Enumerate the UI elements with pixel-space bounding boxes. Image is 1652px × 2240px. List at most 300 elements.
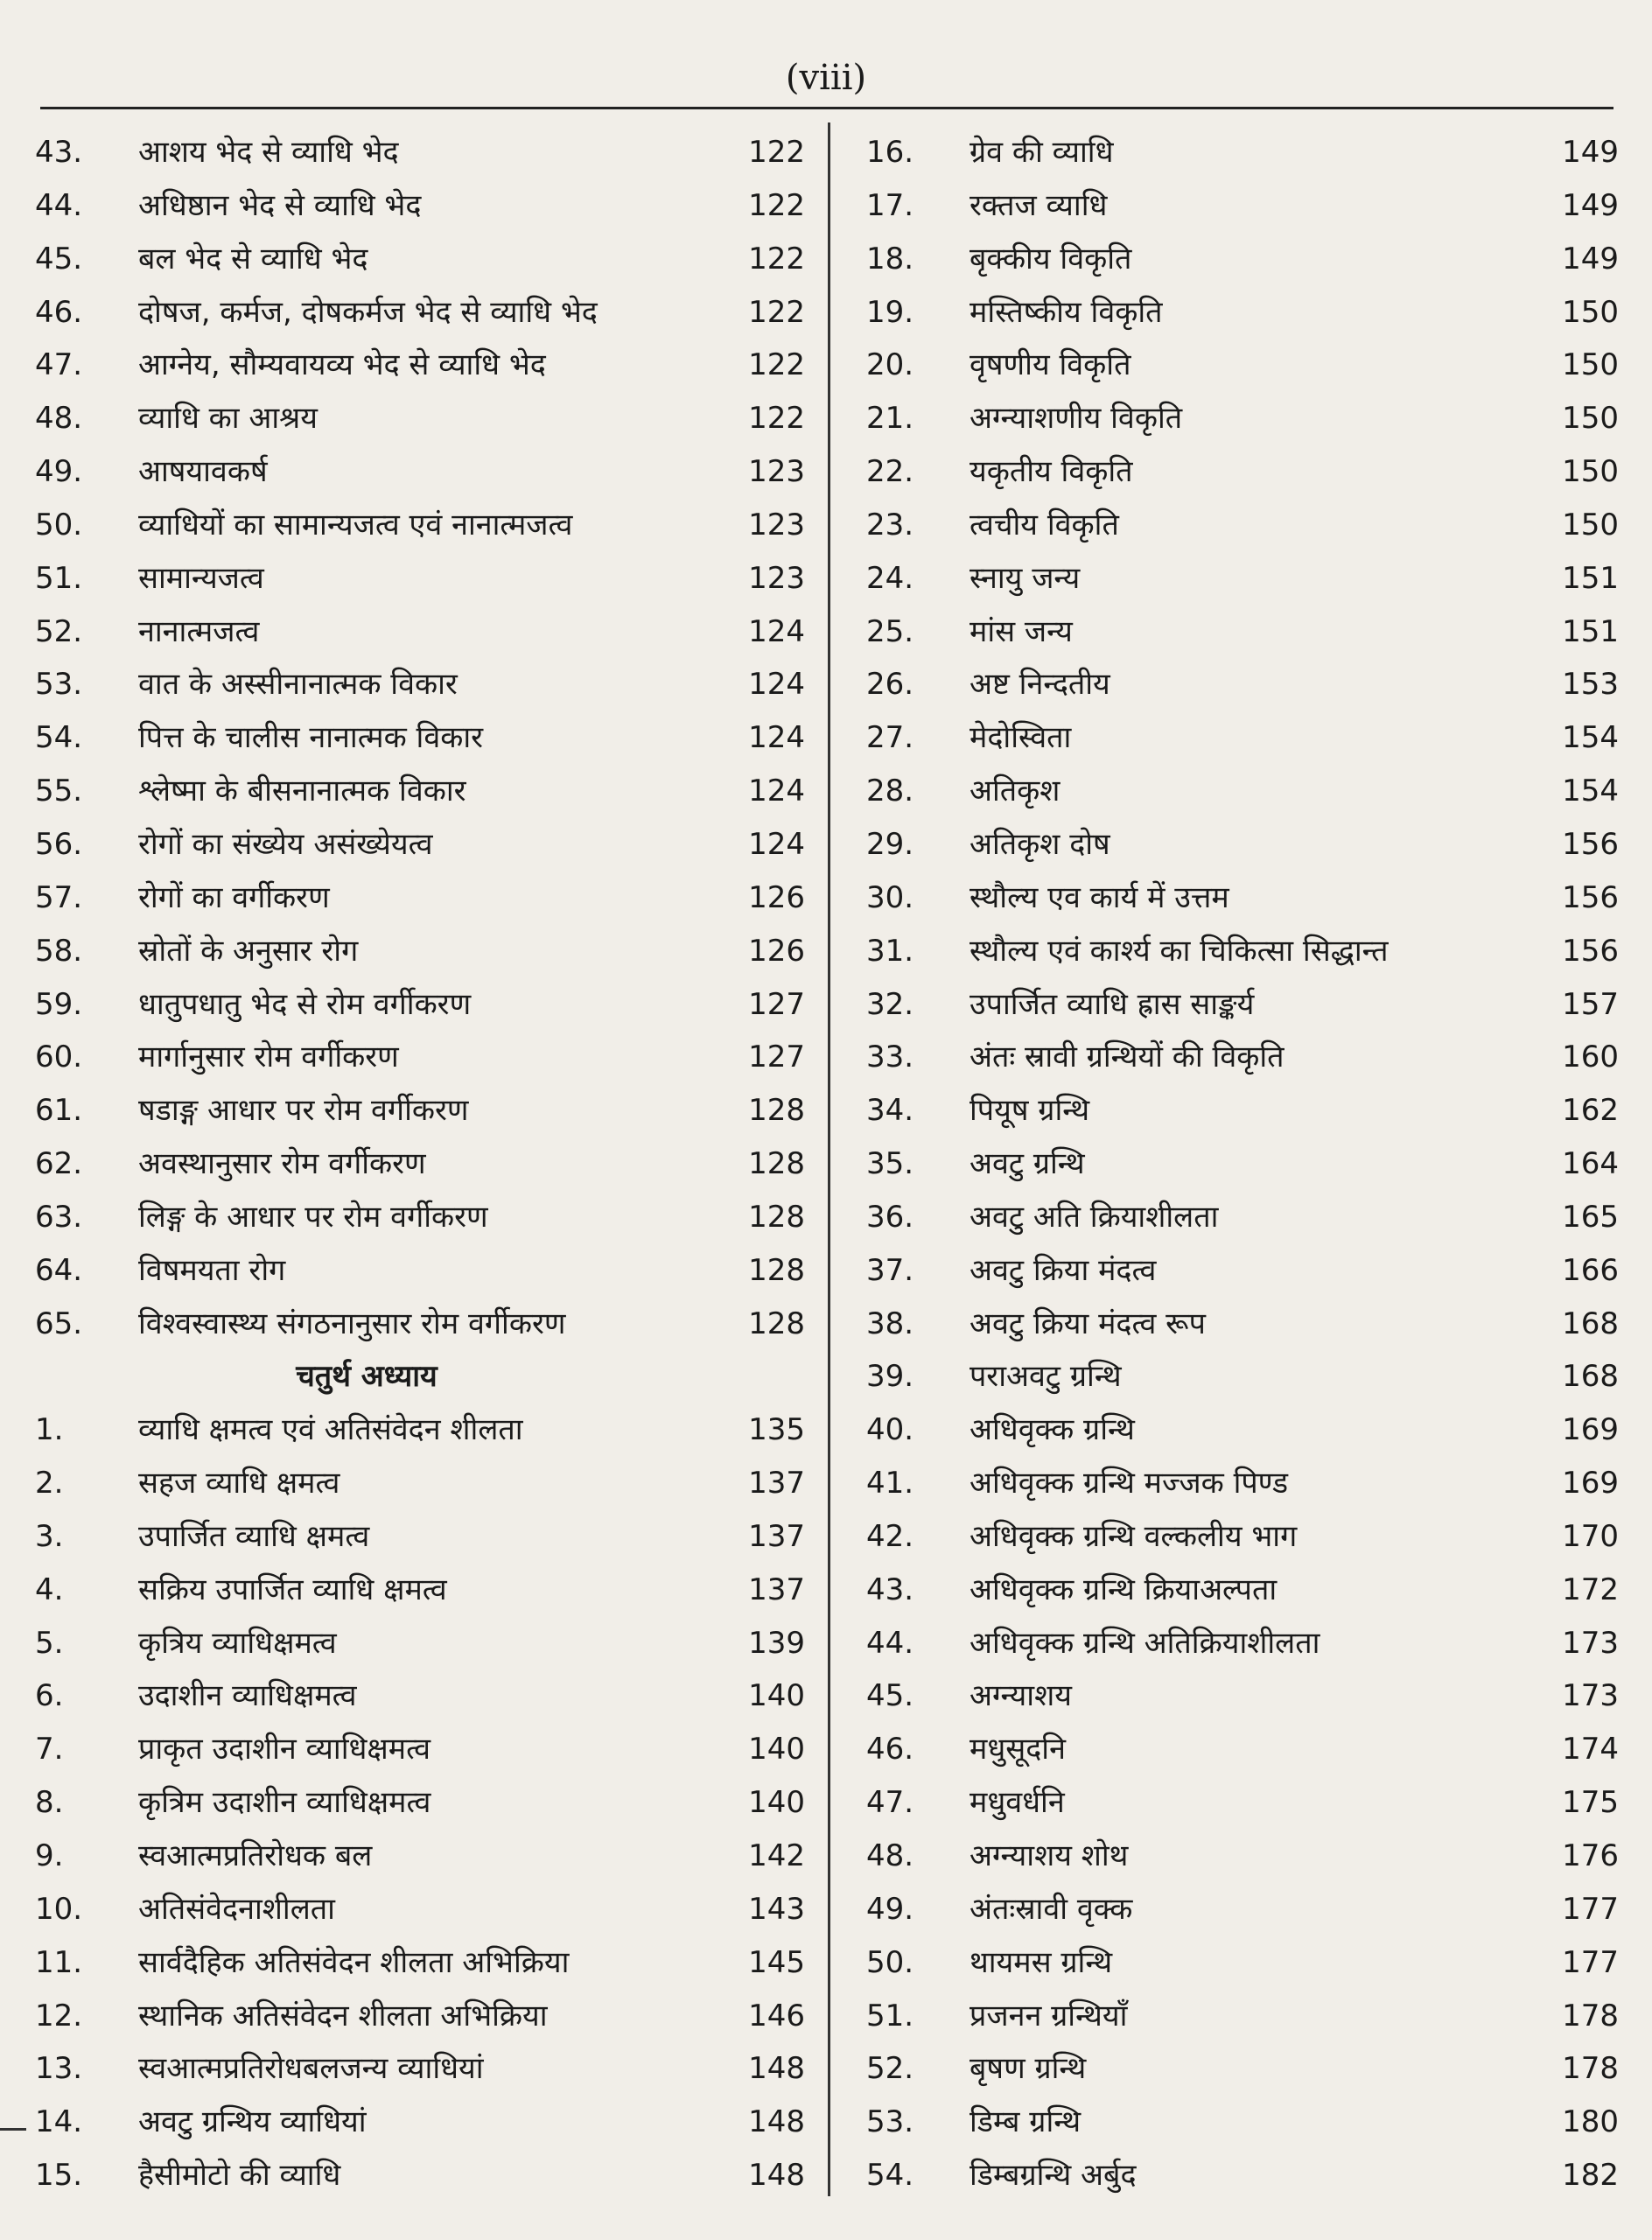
entry-number: 9. <box>35 1838 64 1873</box>
entry-page: 122 <box>748 401 805 437</box>
toc-entry <box>866 233 1619 286</box>
toc-entry <box>866 1617 1619 1670</box>
entry-page: 170 <box>1562 1518 1619 1554</box>
entry-title: व्याधियों का सामान्यजत्व एवं नानात्मजत्व <box>138 507 573 542</box>
entry-title: अंतःस्रावी वृक्क <box>970 1891 1133 1927</box>
entry-page: 176 <box>1562 1838 1619 1873</box>
column-divider <box>828 122 830 2196</box>
toc-entry <box>35 1617 805 1670</box>
entry-title: विश्वस्वास्थ्य संगठनानुसार रोम वर्गीकरण <box>138 1306 566 1341</box>
toc-entry <box>35 1510 805 1564</box>
entry-number: 43. <box>866 1572 914 1607</box>
entry-number: 51. <box>866 1998 914 2034</box>
entry-page: 146 <box>748 1998 805 2034</box>
toc-entry <box>35 233 805 286</box>
entry-page: 148 <box>748 2104 805 2140</box>
entry-title: मेदोस्विता <box>970 720 1072 756</box>
entry-number: 22. <box>866 454 914 490</box>
entry-number: 61. <box>35 1093 83 1129</box>
entry-title: षडाङ्ग आधार पर रोम वर्गीकरण <box>138 1093 469 1129</box>
entry-title: अधिष्ठान भेद से व्याधि भेद <box>138 187 422 223</box>
entry-page: 154 <box>1562 774 1619 809</box>
entry-title: अवटु क्रिया मंदत्व रूप <box>970 1306 1206 1341</box>
entry-number: 24. <box>866 560 914 596</box>
entry-title: कृत्रिम उदाशीन व्याधिक्षमत्व <box>138 1785 431 1821</box>
entry-number: 50. <box>35 507 83 542</box>
entry-number: 1. <box>35 1412 64 1448</box>
entry-title: उपार्जित व्याधि क्षमत्व <box>138 1518 370 1554</box>
entry-number: 6. <box>35 1678 64 1714</box>
entry-number: 53. <box>35 667 83 703</box>
entry-number: 45. <box>866 1678 914 1714</box>
entry-page: 142 <box>748 1838 805 1873</box>
entry-page: 178 <box>1562 1998 1619 2034</box>
entry-number: 15. <box>35 2158 83 2194</box>
entry-title: मांस जन्य <box>970 613 1073 649</box>
toc-entry <box>35 499 805 552</box>
entry-title: बृक्कीय विकृति <box>970 241 1132 276</box>
entry-title: मधुसूदनि <box>970 1732 1066 1768</box>
entry-title: सहज व्याधि क्षमत्व <box>138 1466 340 1502</box>
entry-number: 57. <box>35 879 83 915</box>
toc-entry <box>866 2096 1619 2149</box>
entry-number: 25. <box>866 613 914 649</box>
toc-entry <box>866 658 1619 711</box>
toc-entry <box>866 1084 1619 1138</box>
toc-entry <box>866 1298 1619 1351</box>
entry-number: 63. <box>35 1199 83 1235</box>
entry-title: सार्वदैहिक अतिसंवेदन शीलता अभिक्रिया <box>138 1944 570 1980</box>
entry-number: 19. <box>866 294 914 330</box>
entry-page: 166 <box>1562 1252 1619 1288</box>
entry-page: 149 <box>1562 187 1619 223</box>
entry-page: 127 <box>748 1040 805 1075</box>
entry-page: 122 <box>748 135 805 170</box>
entry-page: 137 <box>748 1466 805 1502</box>
toc-entry <box>866 1936 1619 1990</box>
toc-entry <box>35 1990 805 2043</box>
entry-number: 32. <box>866 986 914 1022</box>
entry-title: बृषण ग्रन्थि <box>970 2051 1087 2087</box>
entry-title: वृषणीय विकृति <box>970 347 1131 383</box>
entry-number: 34. <box>866 1093 914 1129</box>
entry-page: 149 <box>1562 135 1619 170</box>
toc-entry <box>866 1457 1619 1510</box>
toc-entry <box>866 765 1619 818</box>
entry-page: 140 <box>748 1732 805 1768</box>
toc-entry <box>866 711 1619 765</box>
entry-number: 35. <box>866 1146 914 1182</box>
entry-page: 182 <box>1562 2158 1619 2194</box>
entry-number: 56. <box>35 826 83 862</box>
toc-entry <box>35 339 805 392</box>
toc-entry <box>866 1510 1619 1564</box>
toc-entry <box>35 286 805 340</box>
toc-entry <box>866 445 1619 499</box>
entry-page: 154 <box>1562 720 1619 756</box>
entry-page: 123 <box>748 560 805 596</box>
entry-title: स्थौल्य एव कार्य में उत्तम <box>970 879 1229 915</box>
toc-entry <box>866 1031 1619 1084</box>
entry-title: अधिवृक्क ग्रन्थि क्रियाअल्पता <box>970 1572 1278 1607</box>
entry-title: अवटु ग्रन्थिय व्याधियां <box>138 2104 367 2140</box>
contents-column-right <box>866 126 1619 2200</box>
toc-entry <box>35 2149 805 2202</box>
entry-number: 13. <box>35 2051 83 2087</box>
entry-number: 27. <box>866 720 914 756</box>
toc-entry <box>866 499 1619 552</box>
toc-entry <box>35 179 805 233</box>
entry-page: 137 <box>748 1572 805 1607</box>
entry-page: 174 <box>1562 1732 1619 1768</box>
entry-page: 123 <box>748 454 805 490</box>
entry-number: 49. <box>866 1891 914 1927</box>
entry-number: 62. <box>35 1146 83 1182</box>
entry-title: अंतः स्रावी ग्रन्थियों की विकृति <box>970 1040 1284 1075</box>
entry-number: 29. <box>866 826 914 862</box>
entry-title: अधिवृक्क ग्रन्थि वल्कलीय भाग <box>970 1518 1298 1554</box>
entry-page: 180 <box>1562 2104 1619 2140</box>
entry-number: 7. <box>35 1732 64 1768</box>
entry-page: 168 <box>1562 1359 1619 1395</box>
entry-title: रोगों का वर्गीकरण <box>138 879 330 915</box>
toc-entry <box>35 1138 805 1191</box>
entry-page: 124 <box>748 613 805 649</box>
toc-entry <box>866 1776 1619 1830</box>
entry-page: 126 <box>748 879 805 915</box>
entry-page: 122 <box>748 187 805 223</box>
entry-title: कृत्रिय व्याधिक्षमत्व <box>138 1625 337 1661</box>
entry-number: 52. <box>866 2051 914 2087</box>
entry-number: 4. <box>35 1572 64 1607</box>
entry-title: मधुवर्धनि <box>970 1785 1065 1821</box>
entry-title: आशय भेद से व्याधि भेद <box>138 135 399 170</box>
toc-entry <box>35 1883 805 1936</box>
entry-page: 150 <box>1562 401 1619 437</box>
entry-number: 30. <box>866 879 914 915</box>
toc-entry <box>35 818 805 872</box>
toc-entry <box>866 2149 1619 2202</box>
entry-title: पित्त के चालीस नानात्मक विकार <box>138 720 484 756</box>
toc-entry <box>35 1084 805 1138</box>
toc-entry <box>35 1191 805 1244</box>
entry-title: सक्रिय उपार्जित व्याधि क्षमत्व <box>138 1572 447 1607</box>
toc-entry <box>35 1244 805 1298</box>
entry-title: मस्तिष्कीय विकृति <box>970 294 1163 330</box>
entry-title: अधिवृक्क ग्रन्थि मज्जक पिण्ड <box>970 1466 1289 1502</box>
entry-number: 41. <box>866 1466 914 1502</box>
toc-entry <box>35 711 805 765</box>
entry-number: 46. <box>866 1732 914 1768</box>
toc-entry <box>866 1404 1619 1457</box>
toc-entry <box>866 1191 1619 1244</box>
entry-page: 169 <box>1562 1412 1619 1448</box>
entry-title: वात के अस्सीनानात्मक विकार <box>138 667 458 703</box>
margin-mark <box>0 2128 26 2131</box>
entry-number: 3. <box>35 1518 64 1554</box>
entry-page: 137 <box>748 1518 805 1554</box>
entry-title: सामान्यजत्व <box>138 560 264 596</box>
entry-title: ग्रेव की व्याधि <box>970 135 1114 170</box>
entry-number: 2. <box>35 1466 64 1502</box>
toc-entry <box>35 2042 805 2096</box>
entry-title: हैसीमोटो की व्याधि <box>138 2158 341 2194</box>
entry-page: 150 <box>1562 347 1619 383</box>
entry-page: 151 <box>1562 560 1619 596</box>
toc-entry <box>35 1936 805 1990</box>
entry-title: मार्गानुसार रोम वर्गीकरण <box>138 1040 399 1075</box>
entry-title: यकृतीय विकृति <box>970 454 1133 490</box>
toc-entry <box>35 445 805 499</box>
entry-title: अवटु क्रिया मंदत्व <box>970 1252 1157 1288</box>
toc-entry <box>35 1298 805 1351</box>
entry-title: उपार्जित व्याधि ह्रास साङ्कर्य <box>970 986 1255 1022</box>
entry-page: 139 <box>748 1625 805 1661</box>
entry-page: 153 <box>1562 667 1619 703</box>
toc-entry <box>35 1723 805 1776</box>
entry-page: 172 <box>1562 1572 1619 1607</box>
toc-entry <box>866 1564 1619 1617</box>
entry-title: रोगों का संख्येय असंख्येयत्व <box>138 826 433 862</box>
entry-title: व्याधि का आश्रय <box>138 401 318 437</box>
entry-title: अतिकृश दोष <box>970 826 1110 862</box>
entry-title: डिम्बग्रन्थि अर्बुद <box>970 2158 1137 2194</box>
entry-title: विषमयता रोग <box>138 1252 286 1288</box>
entry-page: 156 <box>1562 879 1619 915</box>
entry-title: अवटु अति क्रियाशीलता <box>970 1199 1219 1235</box>
entry-number: 5. <box>35 1625 64 1661</box>
entry-page: 173 <box>1562 1625 1619 1661</box>
entry-page: 156 <box>1562 826 1619 862</box>
entry-number: 47. <box>866 1785 914 1821</box>
entry-title: आग्नेय, सौम्यवायव्य भेद से व्याधि भेद <box>138 347 546 383</box>
entry-number: 59. <box>35 986 83 1022</box>
entry-number: 38. <box>866 1306 914 1341</box>
entry-page: 128 <box>748 1252 805 1288</box>
entry-page: 173 <box>1562 1678 1619 1714</box>
entry-number: 65. <box>35 1306 83 1341</box>
entry-number: 37. <box>866 1252 914 1288</box>
entry-title: स्थानिक अतिसंवेदन शीलता अभिक्रिया <box>138 1998 548 2034</box>
entry-number: 44. <box>866 1625 914 1661</box>
entry-number: 52. <box>35 613 83 649</box>
toc-entry <box>35 2096 805 2149</box>
toc-entry <box>35 1404 805 1457</box>
entry-number: 54. <box>35 720 83 756</box>
toc-entry <box>35 872 805 925</box>
entry-page: 157 <box>1562 986 1619 1022</box>
toc-entry <box>35 126 805 179</box>
entry-title: स्वआत्मप्रतिरोधबलजन्य व्याधियां <box>138 2051 484 2087</box>
entry-title: अधिवृक्क ग्रन्थि <box>970 1412 1135 1448</box>
entry-number: 18. <box>866 241 914 276</box>
entry-page: 151 <box>1562 613 1619 649</box>
entry-title: अष्ट निन्दतीय <box>970 667 1110 703</box>
entry-page: 122 <box>748 294 805 330</box>
entry-number: 20. <box>866 347 914 383</box>
entry-number: 48. <box>866 1838 914 1873</box>
entry-page: 164 <box>1562 1146 1619 1182</box>
entry-title: नानात्मजत्व <box>138 613 260 649</box>
entry-number: 55. <box>35 774 83 809</box>
entry-number: 50. <box>866 1944 914 1980</box>
entry-number: 49. <box>35 454 83 490</box>
entry-title: प्रजनन ग्रन्थियाँ <box>970 1998 1128 2034</box>
entry-page: 123 <box>748 507 805 542</box>
entry-number: 11. <box>35 1944 83 1980</box>
entry-number: 51. <box>35 560 83 596</box>
toc-entry <box>35 1830 805 1883</box>
entry-title: आषयावकर्ष <box>138 454 268 490</box>
entry-page: 124 <box>748 720 805 756</box>
entry-page: 175 <box>1562 1785 1619 1821</box>
entry-title: त्वचीय विकृति <box>970 507 1119 542</box>
entry-title: अग्न्याशय <box>970 1678 1072 1714</box>
toc-entry <box>866 1883 1619 1936</box>
entry-title: स्नायु जन्य <box>970 560 1081 596</box>
entry-number: 53. <box>866 2104 914 2140</box>
entry-page: 168 <box>1562 1306 1619 1341</box>
entry-page: 140 <box>748 1785 805 1821</box>
toc-entry <box>35 392 805 445</box>
entry-page: 128 <box>748 1146 805 1182</box>
entry-page: 160 <box>1562 1040 1619 1075</box>
toc-entry <box>35 606 805 659</box>
toc-entry <box>866 339 1619 392</box>
entry-page: 150 <box>1562 454 1619 490</box>
toc-entry <box>35 925 805 978</box>
entry-title: रक्तज व्याधि <box>970 187 1108 223</box>
entry-page: 149 <box>1562 241 1619 276</box>
entry-page: 148 <box>748 2051 805 2087</box>
entry-title: उदाशीन व्याधिक्षमत्व <box>138 1678 357 1714</box>
entry-page: 127 <box>748 986 805 1022</box>
entry-page: 124 <box>748 667 805 703</box>
entry-number: 21. <box>866 401 914 437</box>
entry-number: 12. <box>35 1998 83 2034</box>
entry-number: 45. <box>35 241 83 276</box>
toc-entry <box>866 1244 1619 1298</box>
toc-entry <box>866 606 1619 659</box>
toc-entry <box>866 1670 1619 1723</box>
entry-title: थायमस ग्रन्थि <box>970 1944 1113 1980</box>
entry-page: 126 <box>748 933 805 969</box>
entry-title: लिङ्ग के आधार पर रोम वर्गीकरण <box>138 1199 488 1235</box>
entry-title: स्वआत्मप्रतिरोधक बल <box>138 1838 373 1873</box>
entry-page: 177 <box>1562 1944 1619 1980</box>
entry-number: 60. <box>35 1040 83 1075</box>
entry-number: 58. <box>35 933 83 969</box>
entry-title: धातुपधातु भेद से रोम वर्गीकरण <box>138 986 472 1022</box>
entry-title: व्याधि क्षमत्व एवं अतिसंवेदन शीलता <box>138 1412 523 1448</box>
entry-number: 44. <box>35 187 83 223</box>
entry-page: 150 <box>1562 507 1619 542</box>
entry-number: 46. <box>35 294 83 330</box>
toc-entry <box>866 1830 1619 1883</box>
entry-title: अग्न्याशणीय विकृति <box>970 401 1183 437</box>
entry-page: 162 <box>1562 1093 1619 1129</box>
toc-entry <box>35 552 805 606</box>
entry-page: 178 <box>1562 2051 1619 2087</box>
entry-page: 122 <box>748 241 805 276</box>
toc-entry <box>866 1990 1619 2043</box>
chapter-heading <box>35 1350 805 1404</box>
entry-title: पराअवटु ग्रन्थि <box>970 1359 1122 1395</box>
entry-number: 31. <box>866 933 914 969</box>
entry-page: 140 <box>748 1678 805 1714</box>
entry-title: बल भेद से व्याधि भेद <box>138 241 368 276</box>
entry-page: 135 <box>748 1412 805 1448</box>
page-number: (viii) <box>785 58 867 98</box>
toc-entry <box>35 1564 805 1617</box>
toc-entry <box>866 925 1619 978</box>
entry-number: 43. <box>35 135 83 170</box>
entry-title: अतिकृश <box>970 774 1060 809</box>
entry-page: 124 <box>748 826 805 862</box>
toc-entry <box>35 765 805 818</box>
entry-number: 64. <box>35 1252 83 1288</box>
entry-number: 54. <box>866 2158 914 2194</box>
entry-page: 128 <box>748 1306 805 1341</box>
entry-number: 16. <box>866 135 914 170</box>
entry-title: श्लेष्मा के बीसनानात्मक विकार <box>138 774 466 809</box>
toc-entry <box>35 1670 805 1723</box>
entry-title: दोषज, कर्मज, दोषकर्मज भेद से व्याधि भेद <box>138 294 598 330</box>
entry-page: 128 <box>748 1093 805 1129</box>
toc-entry <box>866 1350 1619 1404</box>
entry-title: डिम्ब ग्रन्थि <box>970 2104 1082 2140</box>
header-rule <box>40 107 1614 109</box>
entry-page: 128 <box>748 1199 805 1235</box>
entry-number: 23. <box>866 507 914 542</box>
entry-number: 28. <box>866 774 914 809</box>
entry-page: 177 <box>1562 1891 1619 1927</box>
toc-entry <box>35 1457 805 1510</box>
entry-title: स्रोतों के अनुसार रोग <box>138 933 359 969</box>
toc-entry <box>866 1138 1619 1191</box>
contents-column-left <box>35 126 805 2200</box>
entry-title: पियूष ग्रन्थि <box>970 1093 1090 1129</box>
chapter-heading-text: चतुर्थ अध्याय <box>296 1359 438 1395</box>
entry-page: 122 <box>748 347 805 383</box>
entry-number: 33. <box>866 1040 914 1075</box>
entry-number: 10. <box>35 1891 83 1927</box>
toc-entry <box>35 978 805 1032</box>
entry-number: 47. <box>35 347 83 383</box>
entry-page: 156 <box>1562 933 1619 969</box>
entry-title: प्राकृत उदाशीन व्याधिक्षमत्व <box>138 1732 431 1768</box>
toc-entry <box>866 179 1619 233</box>
toc-entry <box>866 126 1619 179</box>
toc-entry <box>35 658 805 711</box>
toc-entry <box>35 1776 805 1830</box>
entry-page: 148 <box>748 2158 805 2194</box>
toc-entry <box>866 286 1619 340</box>
entry-page: 150 <box>1562 294 1619 330</box>
toc-entry <box>866 552 1619 606</box>
entry-number: 14. <box>35 2104 83 2140</box>
entry-number: 39. <box>866 1359 914 1395</box>
entry-page: 124 <box>748 774 805 809</box>
toc-entry <box>866 2042 1619 2096</box>
entry-title: स्थौल्य एवं कार्श्य का चिकित्सा सिद्धान्त <box>970 933 1389 969</box>
entry-page: 169 <box>1562 1466 1619 1502</box>
toc-entry <box>866 978 1619 1032</box>
entry-number: 17. <box>866 187 914 223</box>
entry-number: 40. <box>866 1412 914 1448</box>
entry-number: 42. <box>866 1518 914 1554</box>
entry-title: अवस्थानुसार रोम वर्गीकरण <box>138 1146 426 1182</box>
